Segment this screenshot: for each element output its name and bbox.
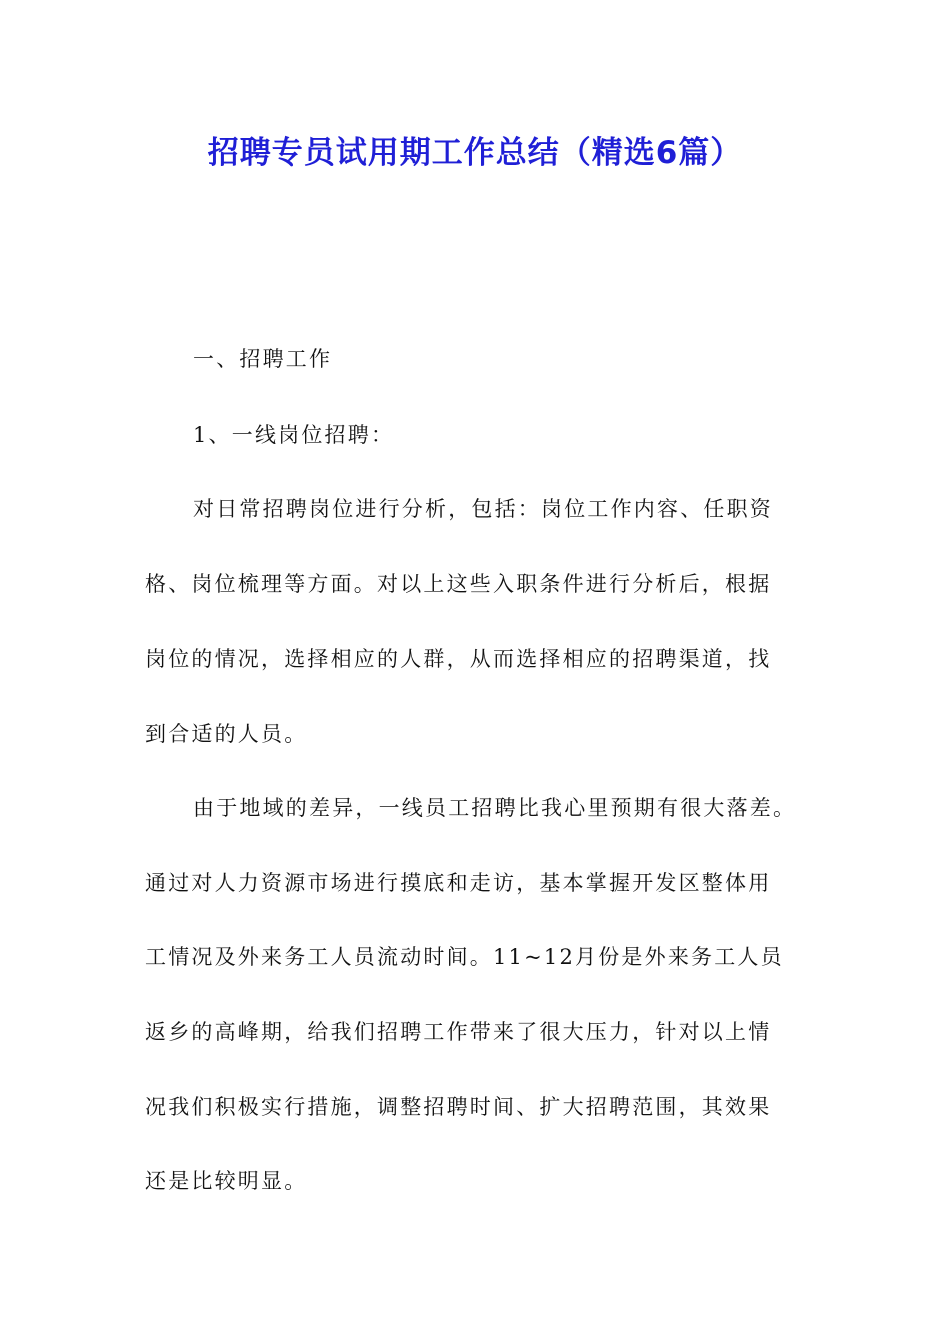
paragraph-2-line-1: 由于地域的差异，一线员工招聘比我心里预期有很大落差。 [193,796,797,820]
paragraph-1-line-2: 格、岗位梳理等方面。对以上这些入职条件进行分析后，根据 [145,572,772,596]
paragraph-1-line-3: 岗位的情况，选择相应的人群，从而选择相应的招聘渠道，找 [145,647,772,671]
paragraph-1-line-1: 对日常招聘岗位进行分析，包括：岗位工作内容、任职资 [193,497,773,521]
paragraph-2-line-3: 工情况及外来务工人员流动时间。11~12月份是外来务工人员 [145,945,784,969]
paragraph-2-line-6: 还是比较明显。 [145,1169,308,1193]
document-title: 招聘专员试用期工作总结（精选6篇） [207,135,743,171]
paragraph-2-line-2: 通过对人力资源市场进行摸底和走访，基本掌握开发区整体用 [145,871,772,895]
paragraph-2-line-4: 返乡的高峰期，给我们招聘工作带来了很大压力，针对以上情 [145,1020,772,1044]
paragraph-1-line-4: 到合适的人员。 [145,722,308,746]
subsection-heading-frontline: 1、一线岗位招聘： [193,423,395,447]
paragraph-2-line-5: 况我们积极实行措施，调整招聘时间、扩大招聘范围，其效果 [145,1095,772,1119]
section-heading-recruitment: 一、招聘工作 [193,347,333,371]
